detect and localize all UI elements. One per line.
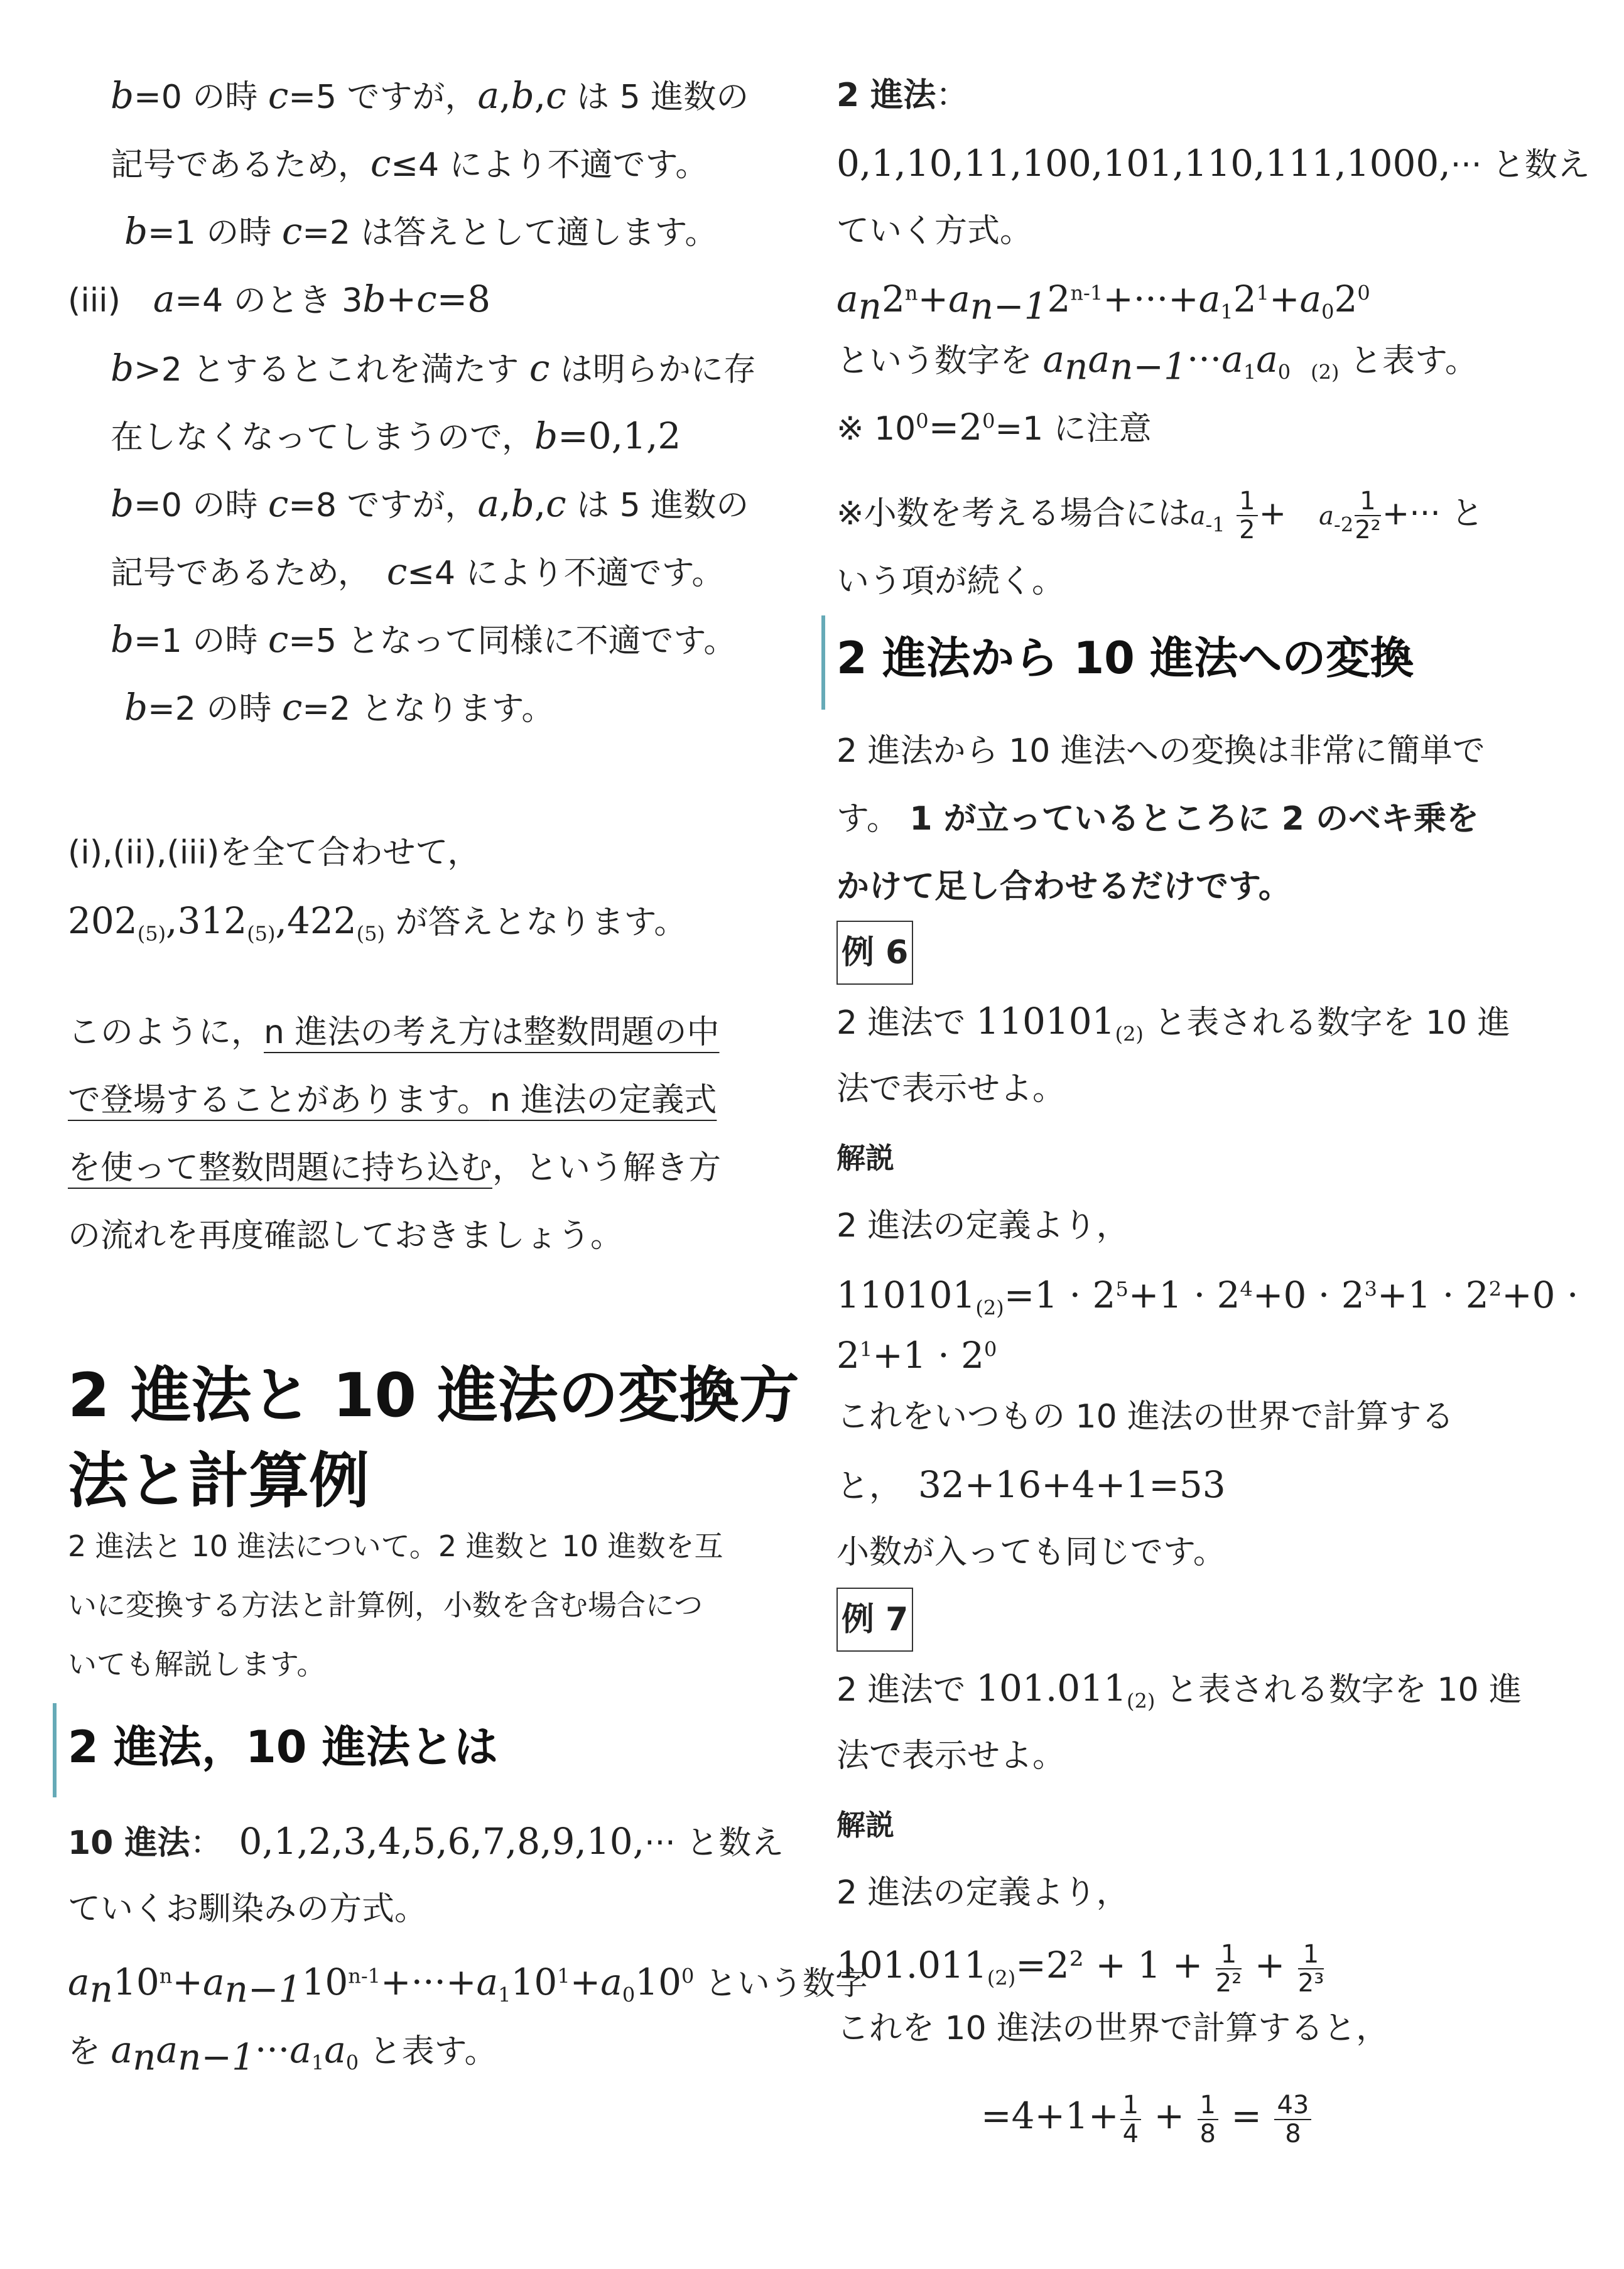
- decimal-formula: $a_n10^n+a_{n-1}10^{n-1}+\cdot\cdot\cdot+a_110^1+a_010^0$ という数字: [68, 1961, 868, 2011]
- text-line: す。 1 が立っているところに 2 のベキ乗を: [836, 800, 1480, 838]
- equation-line: =4+1+ $\frac{1}{4}$ + $\frac{1}{8}$ = $\frac{43}{8}$: [981, 2091, 1313, 2148]
- answer-line: $202_{(5)},312_{(5)},422_{(5)}$ が答えとなります。: [68, 899, 687, 946]
- text-line: 2 進法で $110101_{(2)}$ と表される数字を 10 進: [836, 1000, 1510, 1046]
- paragraph-line: で登場することがあります。n 進法の定義式: [68, 1081, 717, 1119]
- text-line: b=1 の時 c=5 となって同様に不適です。: [111, 618, 737, 661]
- text-line: 2 進法の定義より，: [836, 1207, 1129, 1245]
- binary-formula: $a_n2^n+a_{n-1}2^{n-1}+\cdot\cdot\cdot+a_12^1+a_02^0$: [836, 278, 1370, 328]
- text-line: b=0 の時 c=8 ですが，a,b,c は 5 進数の: [111, 482, 749, 525]
- binary-sequence: 0,1,10,11,100,101,110,111,1000,··· と数え: [836, 142, 1590, 185]
- text-line: 小数が入っても同じです。: [836, 1534, 1226, 1571]
- text-line: これを 10 進法の世界で計算すると，: [836, 2010, 1389, 2047]
- text-line: を $a_na_{n-1}\cdot\cdot\cdot a_1a_0$ と表す。: [68, 2028, 497, 2079]
- text-line: b=0 の時 c=5 ですが，a,b,c は 5 進数の: [111, 74, 749, 117]
- text-line: 在しなくなってしまうので，b=0,1,2: [111, 414, 681, 457]
- text-line: ていく方式。: [836, 212, 1033, 250]
- text-line: 記号であるため，c≤4 により不適です。: [111, 142, 708, 185]
- solution-label: 解説: [836, 1141, 894, 1175]
- note-line: ※ $10^0=2^0=1$ に注意: [836, 406, 1152, 448]
- case-heading: (iii) a=4 のとき 3b+c=8: [68, 278, 491, 320]
- text-line: b=1 の時 c=2 は答えとして適します。: [124, 210, 718, 252]
- equation-line: $110101_{(2)}=1 \cdot 2^5+1 \cdot 2^4+0 \cdot 2^3+1 \cdot 2^2+0$ ·: [836, 1274, 1579, 1320]
- paragraph-line: このように，n 進法の考え方は整数問題の中: [68, 1014, 720, 1051]
- intro-line: 2 進法と 10 進法について。2 進数と 10 進数を互: [68, 1529, 723, 1563]
- summary-line: (i),(ii),(iii)を全て合わせて，: [68, 834, 480, 872]
- section-title: 法と計算例: [68, 1446, 369, 1516]
- binary-label: 2 進法：: [836, 77, 969, 114]
- heading-accent-bar: [821, 615, 825, 710]
- text-line: 2 進法で $101.011_{(2)}$ と表される数字を 10 進: [836, 1667, 1522, 1713]
- subsection-title: 2 進法から 10 進法への変換: [836, 632, 1414, 684]
- fraction: $\frac{1}{8}$: [1198, 2091, 1218, 2148]
- text-line: 法で表示せよ。: [836, 1737, 1066, 1775]
- fraction: $\frac{1}{2}$: [1237, 487, 1257, 544]
- text-line: 2 進法の定義より，: [836, 1874, 1129, 1912]
- heading-accent-bar: [53, 1703, 57, 1797]
- note-line: ※小数を考える場合には$a_{-1}$ $\frac{1}{2}$ + $a_{-2}$ $\frac{1}{\text{2²}}$ +··· と: [836, 487, 1484, 544]
- fraction: $\frac{1}{\text{2²}}$: [1355, 487, 1381, 544]
- text-line: いう項が続く。: [836, 563, 1064, 600]
- text-line: と， 32+16+4+1=53: [836, 1463, 1226, 1506]
- fraction: $\frac{43}{8}$: [1274, 2091, 1311, 2148]
- text-line: b>2 とするとこれを満たす c は明らかに存: [111, 347, 756, 389]
- paragraph-line: を使って整数問題に持ち込む，という解き方: [68, 1149, 722, 1187]
- text-line: b=2 の時 c=2 となります。: [124, 686, 555, 728]
- intro-line: いても解説します。: [68, 1647, 326, 1681]
- fraction: $\frac{1}{\text{2²}}$: [1215, 1940, 1242, 1998]
- example-7-label: 例 7: [836, 1588, 913, 1652]
- subsection-title: 2 進法，10 進法とは: [68, 1721, 498, 1773]
- fraction: $\frac{1}{4}$: [1120, 2091, 1141, 2148]
- fraction: $\frac{1}{\text{2³}}$: [1297, 1940, 1324, 1998]
- example-6-label: 例 6: [836, 921, 913, 985]
- decimal-definition: 10 進法： 0,1,2,3,4,5,6,7,8,9,10,··· と数え: [68, 1820, 784, 1863]
- intro-line: いに変換する方法と計算例，小数を含む場合につ: [68, 1588, 703, 1622]
- text-line: かけて足し合わせるだけです。: [836, 868, 1291, 906]
- text-line: 記号であるため， c≤4 により不適です。: [111, 550, 725, 593]
- text-line: 2 進法から 10 進法への変換は非常に簡単で: [836, 732, 1485, 770]
- equation-line: $2^1+1 \cdot 2^0$: [836, 1334, 997, 1377]
- equation-line: $101.011_{(2)}=2^2 + 1$ + $\frac{1}{\text{2²}}$ + $\frac{1}{\text{2³}}$: [836, 1940, 1324, 1998]
- section-title: 2 進法と 10 進法の変換方: [68, 1360, 799, 1431]
- text-line: という数字を $a_na_{n-1}\cdot\cdot\cdot a_1a_0$ $_{(2)}$ と表す。: [836, 338, 1478, 388]
- text-line: ていくお馴染みの方式。: [68, 1890, 428, 1928]
- text-line: 法で表示せよ。: [836, 1070, 1066, 1108]
- paragraph-line: の流れを再度確認しておきましょう。: [68, 1217, 624, 1255]
- solution-label: 解説: [836, 1808, 894, 1842]
- text-line: これをいつもの 10 進法の世界で計算する: [836, 1398, 1454, 1436]
